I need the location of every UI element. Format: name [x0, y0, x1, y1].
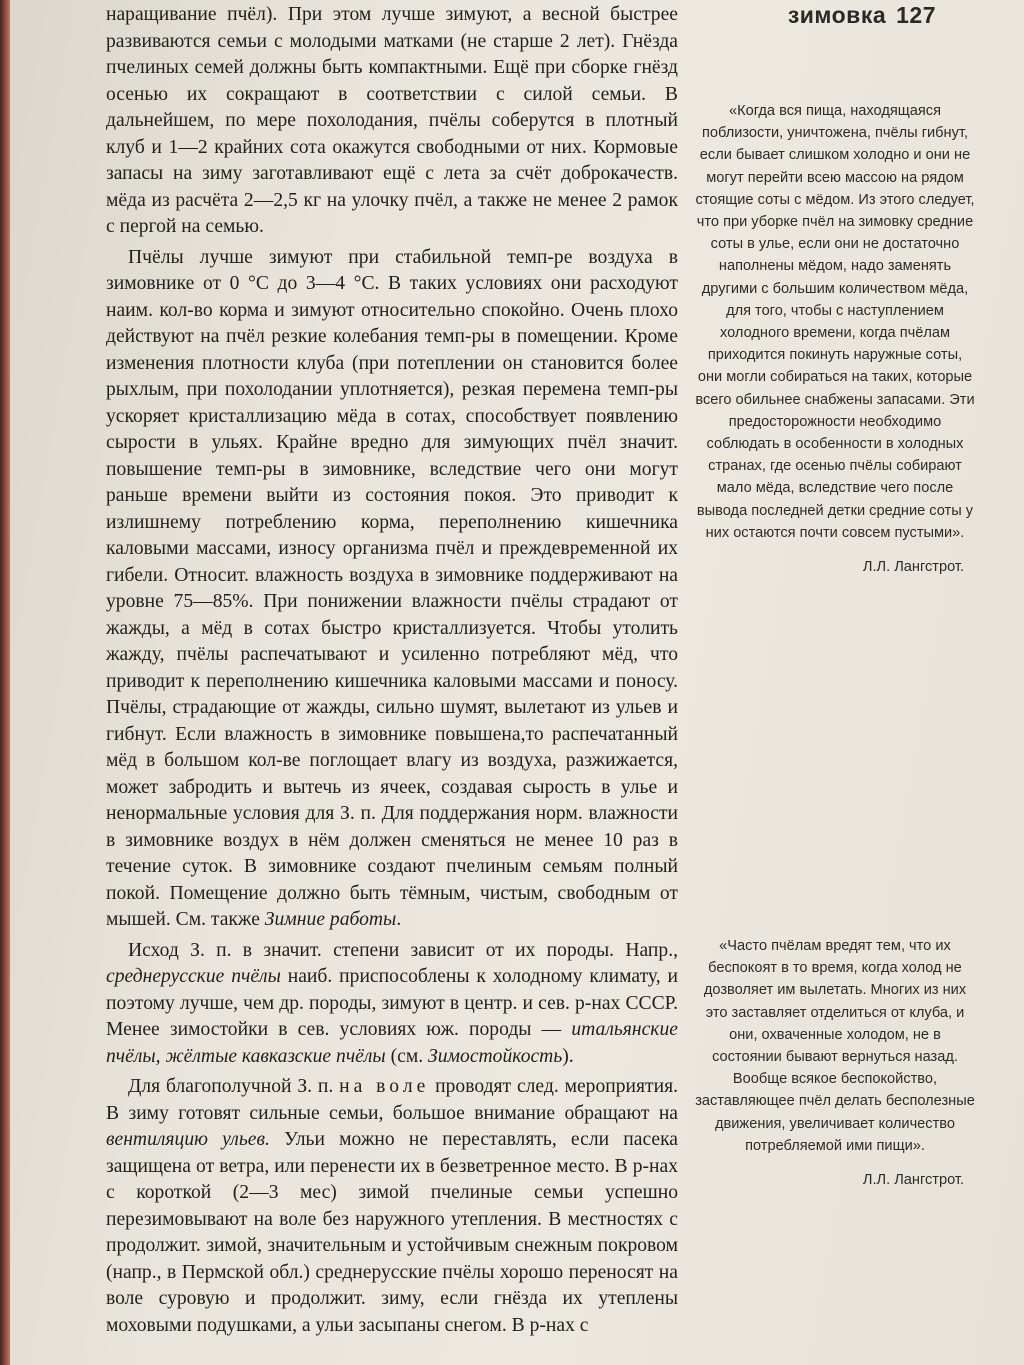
book-cover-edge — [0, 0, 10, 1365]
paragraph-3-text-b: наиб. приспособлены к холодному климату, и поэтому лучше, чем др. породы, зимуют в центр. и сев. р-нах СССР. Менее зимостойки в сев. условиях юж. породы — — [106, 966, 678, 1040]
term-southern-breeds: итальянские пчёлы, жёлтые кавказские пчёлы — [106, 1019, 678, 1067]
term-central-russian-bees: среднерусские пчёлы — [106, 966, 281, 987]
paragraph-4-text-c: Ульи можно не переставлять, если пасека защищена от ветра, или перенести их в безветренное место. В р-нах с короткой (2—3 мес) зимой пчелиные семьи успешно перезимовывают на воле без наружного утепления. В местностях с продолжит. зимой, значительным и устойчивым снежным покровом (напр., в Пермской обл.) среднерусские пчёлы хорошо переносят на воле суровую и продолжит. зиму, если гнёзда их утеплены моховыми подушками, а ульи засыпаны снегом. В р-нах с — [106, 1129, 679, 1336]
quote-2-text: «Часто пчёлам вредят тем, что их беспокоят в то время, когда холод не дозволяет им вылетать. Многих из них это заставляет отделиться от клуба, и они, охваченные холодом, не в состоянии бывают вернуться назад. Вообще всякое беспокойство, заставляющее пчёл делать бесполезные движения, увеличивает количество потребляемой ими пищи». — [695, 938, 975, 1154]
cross-reference-hive-ventilation: вентиляцию ульев. — [106, 1129, 270, 1150]
sidebar-quote-2 — [694, 935, 976, 1191]
paragraph-4-text-a: Для благополучной З. п. — [128, 1076, 334, 1097]
paragraph-4-text-b: проводят след. мероприятия. В зиму готовят сильные семьи, большое внимание обращают на — [106, 1076, 678, 1124]
paragraph-3 — [106, 938, 678, 1071]
paragraph-3-text-c: (см. — [390, 1045, 424, 1067]
paragraph-2: Пчёлы лучше зимуют при стабильной темп-ре воздуха в зимовнике от 0 °С до 3—4 °С. В таких условиях они расходуют наим. кол-во корма и зимуют относительно спокойно. Очень плохо действуют на пчёл резкие колебания темп-ры в помещении. Кроме изменения плотности клуба (при потеплении он становится более рыхлым, при похолодании уплотняется), резкая перемена темп-ры ускоряет кристаллизацию мёда в сотах, способствует появлению сырости в ульях. Крайне вредно для зимующих пчёл значит. повышение темп-ры в зимовнике, вследствие чего они могут раньше времени выйти из состояния покоя. Это приводит к излишнему потреблению корма, переполнению кишечника каловыми массами, износу организма пчёл и преждевременной их гибели. Относит. влажность воздуха в зимовнике поддерживают на уровне 75—85%. При понижении влажности пчёлы страдают от жажды, а мёд в сотах быстро кристаллизуется. Чтобы утолить жажду, пчёлы распечатывают и усиленно потребляют мёд, что приводит к переполнению кишечника каловыми массами и поносу. Пчёлы, страдающие от жажды, сильно шумят, вылетают из ульев и гибнут. Если влажность в зимовнике повышена,то распечатанный мёд в большом кол-ве поглощает влагу из воздуха, разжижается, может забродить и вытечь из ячеек, создавая сырость в улье и ненормальные условия для З. п. Для поддержания норм. влажности в зимовнике воздух в нём должен сменяться не менее 10 раз в течение суток. В зимовнике создают пчелиным семьям полный покой. Помещение должно быть тёмным, чистым, свободным от мышей. См. также Зимние работы. — [106, 246, 678, 930]
paragraph-3-text-d: ). — [562, 1045, 574, 1067]
paragraph-1: наращивание пчёл). При этом лучше зимуют, а весной быстрее развиваются семьи с молодыми матками (не старше 2 лет). Гнёзда пчелиных семей должны быть компактными. Ещё при сборке гнёзд осенью их сокращают в соответствии с силой семьи. В дальнейшем, по мере похолодания, пчёлы соберутся в плотный клуб и 1—2 крайних сота окажутся свободными от них. Кормовые запасы на зиму заготавливают ещё с лета за счёт доброкачеств. мёда из расчёта 2—2,5 кг на улочку пчёл, а также не менее 2 рамок с пергой на семью. — [106, 4, 678, 237]
page-number: 127 — [896, 2, 936, 28]
cross-reference-winter-hardiness: Зимостойкость — [428, 1045, 563, 1067]
paragraph-4 — [106, 1074, 678, 1339]
sidebar-quote-1 — [694, 100, 976, 578]
main-text-column — [106, 2, 678, 1339]
term-outdoors-spaced: на воле — [339, 1076, 430, 1097]
book-page — [10, 0, 1024, 1365]
running-header — [788, 2, 936, 29]
quote-2-author: Л.Л. Лангстрот. — [862, 1172, 964, 1189]
paragraph-2-text: Пчёлы лучше зимуют при стабильной темп-ре воздуха в зимовнике от 0 °С до 3—4 °С. В таких условиях они расходуют наим. кол-во корма и зимуют относительно спокойно. Очень плохо действуют на пчёл резкие колебания темп-ры в помещении. Кроме изменения плотности клуба (при потеплении он становится более рыхлым, при похолодании уплотняется), резкая перемена темп-ры ускоряет кристаллизацию мёда в сотах, способствует появлению сырости в ульях. Крайне вредно для зимующих пчёл значит. повышение темп-ры в зимовнике, вследствие чего они могут раньше времени выйти из состояния покоя. Это приводит к излишнему потреблению корма, переполнению кишечника каловыми массами, износу организма пчёл и преждевременной их гибели. Относит. влажность воздуха в зимовнике поддерживают на уровне 75—85%. При понижении влажности пчёлы страдают от жажды, а мёд в сотах быстро кристаллизуется. Чтобы утолить жажду, пчёлы распечатывают и усиленно потребляют мёд, что приводит к переполнению кишечника каловыми массами и поносу. Пчёлы, страдающие от жажды, сильно шумят, вылетают из ульев и гибнут. Если влажность в зимовнике повышена,то распечатанный мёд в большом кол-ве поглощает влагу из воздуха, разжижается, может забродить и вытечь из ячеек, создавая сырость в улье и ненормальные условия для З. п. Для поддержания норм. влажности в зимовнике воздух в нём должен сменяться не менее 10 раз в течение суток. В зимовнике создают пчелиным семьям полный покой. Помещение должно быть тёмным, чистым, свободным от мышей. См. также — [106, 246, 678, 930]
cross-reference-winter-work: Зимние работы — [264, 909, 397, 930]
quote-1-author: Л.Л. Лангстрот. — [862, 559, 964, 576]
quote-1-text: «Когда вся пища, находящаяся поблизости, уничтожена, пчёлы гибнут, если бывает слишком холодно и они не могут перейти всею массою на рядом стоящие соты с мёдом. Из этого следует, что при уборке пчёл на зимовку средние соты в улье, если они не достаточно наполнены мёдом, надо заменять другими с большим количеством мёда, для того, чтобы с наступлением холодного времени, когда пчёлам приходится покинуть наружные соты, они могли собираться на таких, которые всего обильнее снабжены запасами. Эти предосторожности необходимо соблюдать в особенности в холодных странах, где осенью пчёлы собирают мало мёда, вследствие чего после вывода последней детки средние соты у них остаются почти совсем пустыми». — [695, 103, 975, 541]
header-title: зимовка — [787, 2, 887, 28]
paragraph-3-text-a: Исход З. п. в значит. степени зависит от их породы. Напр., — [128, 939, 678, 961]
